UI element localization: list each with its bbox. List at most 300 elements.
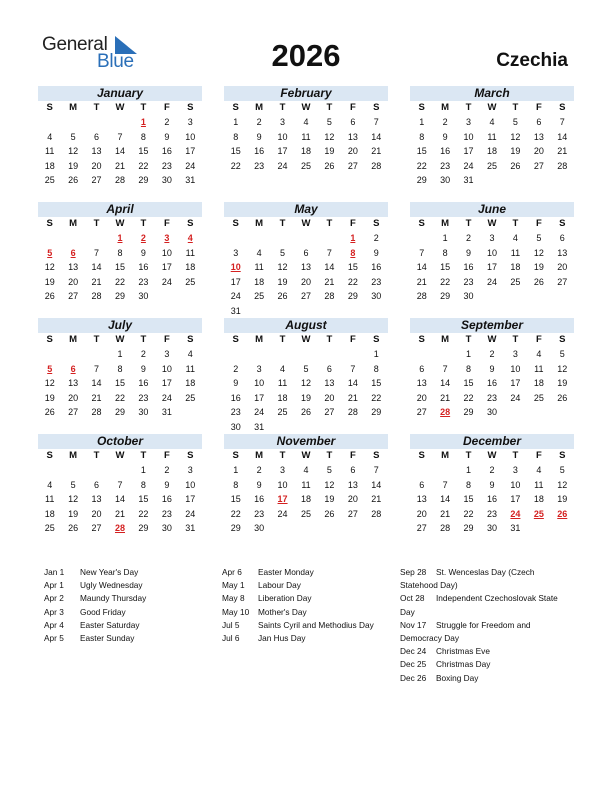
day-cell: 29 xyxy=(230,523,241,533)
day-blank xyxy=(271,231,294,246)
day-cell: 12 xyxy=(44,262,55,272)
day-cell: 31 xyxy=(254,421,265,432)
holiday-date: Dec 25 xyxy=(400,659,427,670)
day-blank xyxy=(85,231,108,246)
day-cell: 26 xyxy=(300,407,311,417)
holiday-entry xyxy=(400,645,570,658)
day-cell: 15 xyxy=(138,146,149,156)
day-cell: 18 xyxy=(185,378,196,388)
weekday-label: F xyxy=(163,450,170,461)
day-blank xyxy=(294,231,317,246)
day-cell: 18 xyxy=(533,494,544,504)
day-cell: 16 xyxy=(486,494,497,504)
day-cell: 8 xyxy=(233,131,239,142)
month-header: June xyxy=(410,202,574,217)
day-cell: 18 xyxy=(510,262,521,272)
day-cell: 14 xyxy=(371,479,382,490)
day-cell: 6 xyxy=(303,247,309,258)
month-header: October xyxy=(38,434,202,449)
day-cell: 20 xyxy=(324,392,335,403)
day-cell: 30 xyxy=(161,523,172,533)
day-blank xyxy=(38,231,61,246)
day-cell: 1 xyxy=(140,465,146,475)
month-header: November xyxy=(224,434,388,449)
holiday-name: Struggle for Freedom and Democracy Day xyxy=(400,619,531,644)
day-blank xyxy=(433,347,456,362)
holiday-date: Sep 28 xyxy=(400,567,427,577)
day-cell: 6 xyxy=(94,479,100,490)
day-cell: 20 xyxy=(91,508,102,519)
day-cell: 29 xyxy=(416,175,427,185)
holiday-name: Easter Monday xyxy=(258,567,314,577)
weekday-label: F xyxy=(535,334,542,345)
day-cell: 5 xyxy=(70,479,76,490)
day-cell: 10 xyxy=(254,378,265,388)
day-cell: 2 xyxy=(489,465,495,475)
weekday-label: T xyxy=(326,102,333,113)
day-cell: 17 xyxy=(463,146,474,156)
day-cell: 4 xyxy=(536,349,542,359)
weekday-label: W xyxy=(115,334,125,345)
month-march xyxy=(410,86,574,188)
day-cell: 6 xyxy=(350,117,356,127)
day-cell: 24 xyxy=(254,407,265,417)
day-cell: 8 xyxy=(140,131,146,142)
day-cell: 25 xyxy=(277,407,288,417)
day-cell: 22 xyxy=(347,276,358,287)
day-cell: 27 xyxy=(300,291,311,301)
day-cell: 22 xyxy=(114,276,125,287)
day-blank xyxy=(410,347,433,362)
day-cell: 14 xyxy=(347,378,358,388)
day-grid xyxy=(38,115,202,188)
day-cell: 9 xyxy=(164,479,170,490)
day-cell: 17 xyxy=(185,494,196,504)
day-cell: 17 xyxy=(254,392,265,403)
month-january xyxy=(38,86,202,188)
day-cell: 9 xyxy=(466,247,472,258)
holiday-name: New Year's Day xyxy=(80,567,139,577)
weekday-label: F xyxy=(349,218,356,229)
day-cell: 8 xyxy=(442,247,448,258)
day-cell: 20 xyxy=(557,262,568,272)
day-cell: 17 xyxy=(185,146,196,156)
day-cell: 6 xyxy=(326,363,332,374)
day-cell: 27 xyxy=(68,291,79,301)
day-cell: 24 xyxy=(486,276,497,287)
day-cell: 5 xyxy=(512,117,518,127)
day-blank xyxy=(224,231,247,246)
day-cell: 8 xyxy=(140,479,146,490)
holiday-entry xyxy=(44,606,214,619)
day-cell: 23 xyxy=(463,276,474,287)
weekday-label: S xyxy=(46,218,53,229)
day-cell: 8 xyxy=(117,247,123,258)
holiday-name: Liberation Day xyxy=(258,593,312,604)
day-cell: 27 xyxy=(416,523,427,533)
day-cell: 21 xyxy=(114,508,125,519)
day-cell: 9 xyxy=(373,247,379,258)
day-cell: 13 xyxy=(300,262,311,272)
weekday-label: S xyxy=(418,218,425,229)
day-blank xyxy=(85,115,108,130)
month-february xyxy=(224,86,388,173)
day-cell: 24 xyxy=(277,508,288,519)
day-cell: 13 xyxy=(91,494,102,504)
weekday-label: F xyxy=(349,102,356,113)
day-cell: 25 xyxy=(254,291,265,301)
day-cell: 20 xyxy=(347,494,358,504)
day-cell: 16 xyxy=(230,392,241,403)
day-cell: 2 xyxy=(256,465,262,475)
weekday-label: S xyxy=(559,450,566,461)
weekday-label: S xyxy=(559,218,566,229)
day-cell: 12 xyxy=(510,131,521,142)
weekday-label: F xyxy=(535,102,542,113)
day-cell: 21 xyxy=(324,276,335,287)
day-cell: 23 xyxy=(161,508,172,519)
day-cell: 18 xyxy=(44,160,55,171)
day-cell: 10 xyxy=(277,131,288,142)
country-name: Czechia xyxy=(496,50,568,71)
weekday-label: S xyxy=(46,450,53,461)
day-cell: 13 xyxy=(533,131,544,142)
day-cell: 27 xyxy=(324,407,335,417)
day-cell: 11 xyxy=(185,363,195,374)
day-cell: 24 xyxy=(161,276,172,287)
day-cell: 21 xyxy=(440,392,451,403)
day-cell: 3 xyxy=(187,117,193,127)
day-cell: 29 xyxy=(138,175,149,185)
day-blank xyxy=(38,463,61,478)
day-cell: 10 xyxy=(463,131,474,142)
month-header: July xyxy=(38,318,202,333)
day-cell: 21 xyxy=(557,146,568,156)
day-cell: 9 xyxy=(256,131,262,142)
weekday-label: F xyxy=(163,102,170,113)
weekday-label: M xyxy=(69,218,78,229)
day-cell: 14 xyxy=(324,262,335,272)
day-cell: 23 xyxy=(230,407,241,417)
day-cell: 3 xyxy=(466,117,472,127)
holiday-date: Jan 1 xyxy=(44,567,65,577)
weekday-label: M xyxy=(255,218,264,229)
day-cell: 4 xyxy=(187,349,193,359)
day-cell: 21 xyxy=(440,508,451,519)
day-cell: 23 xyxy=(138,276,149,287)
day-cell: 19 xyxy=(68,160,79,171)
day-blank xyxy=(85,463,108,478)
day-cell: 9 xyxy=(140,247,146,258)
weekday-header-row xyxy=(224,217,388,231)
day-cell: 10 xyxy=(486,247,497,258)
holiday-day-cell: 1 xyxy=(117,233,123,243)
day-cell: 6 xyxy=(536,117,542,127)
holiday-name: Mother's Day xyxy=(258,606,307,617)
day-cell: 27 xyxy=(91,175,102,185)
weekday-label: M xyxy=(69,450,78,461)
day-cell: 24 xyxy=(185,160,196,171)
day-cell: 31 xyxy=(510,523,521,533)
day-cell: 18 xyxy=(300,146,311,156)
day-cell: 13 xyxy=(347,479,358,490)
day-cell: 17 xyxy=(230,276,241,287)
day-cell: 28 xyxy=(114,175,125,185)
day-cell: 16 xyxy=(371,262,382,272)
holiday-column xyxy=(222,566,397,645)
holiday-date: Apr 1 xyxy=(44,580,64,591)
holiday-day-cell: 26 xyxy=(557,508,568,519)
day-cell: 13 xyxy=(68,378,79,388)
day-cell: 25 xyxy=(44,175,55,185)
day-cell: 29 xyxy=(463,407,474,417)
day-cell: 19 xyxy=(557,494,568,504)
day-cell: 22 xyxy=(230,160,241,171)
day-cell: 28 xyxy=(440,523,451,533)
day-cell: 1 xyxy=(419,117,425,127)
day-cell: 25 xyxy=(300,508,311,519)
weekday-header-row xyxy=(224,333,388,347)
month-september xyxy=(410,318,574,420)
weekday-label: T xyxy=(279,102,286,113)
weekday-label: S xyxy=(232,218,239,229)
day-cell: 5 xyxy=(326,117,332,127)
day-cell: 6 xyxy=(559,233,565,243)
day-blank xyxy=(271,347,294,362)
day-cell: 9 xyxy=(256,479,262,490)
day-cell: 22 xyxy=(463,508,474,519)
day-cell: 3 xyxy=(164,349,170,359)
day-cell: 4 xyxy=(280,363,286,374)
day-cell: 13 xyxy=(416,494,427,504)
day-cell: 20 xyxy=(91,160,102,171)
day-cell: 27 xyxy=(533,160,544,171)
holiday-day-cell: 28 xyxy=(440,407,451,417)
day-blank xyxy=(294,347,317,362)
day-cell: 17 xyxy=(161,378,172,388)
weekday-label: S xyxy=(187,102,194,113)
day-cell: 2 xyxy=(466,233,472,243)
day-cell: 28 xyxy=(371,160,382,171)
day-cell: 5 xyxy=(559,465,565,475)
weekday-header-row xyxy=(224,449,388,463)
day-cell: 19 xyxy=(324,494,335,504)
month-october xyxy=(38,434,202,536)
weekday-label: S xyxy=(373,102,380,113)
day-cell: 22 xyxy=(371,392,382,403)
day-cell: 14 xyxy=(440,378,451,388)
day-cell: 20 xyxy=(416,392,427,403)
holiday-entry xyxy=(222,632,397,645)
holiday-day-cell: 8 xyxy=(350,247,356,258)
day-cell: 30 xyxy=(486,407,497,417)
holiday-date: Dec 26 xyxy=(400,672,427,683)
day-cell: 28 xyxy=(371,508,382,519)
day-cell: 9 xyxy=(442,131,448,142)
day-cell: 27 xyxy=(416,407,427,417)
weekday-label: W xyxy=(301,218,311,229)
day-cell: 9 xyxy=(164,131,170,142)
day-cell: 22 xyxy=(138,160,149,171)
day-cell: 3 xyxy=(187,465,193,475)
holiday-day-cell: 4 xyxy=(187,233,193,243)
weekday-label: M xyxy=(441,218,450,229)
day-cell: 21 xyxy=(371,494,382,504)
day-cell: 19 xyxy=(324,146,335,156)
holiday-entry xyxy=(44,592,214,605)
weekday-label: S xyxy=(46,102,53,113)
weekday-label: S xyxy=(418,102,425,113)
weekday-label: W xyxy=(115,102,125,113)
day-cell: 16 xyxy=(254,494,265,504)
day-cell: 13 xyxy=(416,378,427,388)
day-cell: 12 xyxy=(44,378,55,388)
day-cell: 21 xyxy=(371,146,382,156)
weekday-label: T xyxy=(326,334,333,345)
day-cell: 28 xyxy=(416,291,427,301)
day-cell: 12 xyxy=(533,247,544,258)
weekday-label: S xyxy=(187,334,194,345)
holiday-name: Jan Hus Day xyxy=(258,633,306,644)
weekday-label: T xyxy=(279,450,286,461)
day-grid xyxy=(38,347,202,420)
weekday-label: S xyxy=(373,450,380,461)
weekday-header-row xyxy=(38,217,202,231)
weekday-label: F xyxy=(349,450,356,461)
holiday-day-cell: 1 xyxy=(140,117,146,127)
weekday-label: S xyxy=(373,218,380,229)
day-cell: 30 xyxy=(371,291,382,301)
day-cell: 29 xyxy=(114,291,125,301)
holiday-day-cell: 24 xyxy=(510,508,521,519)
day-cell: 1 xyxy=(466,349,472,359)
brand-name-general: General xyxy=(42,34,108,55)
weekday-label: W xyxy=(301,102,311,113)
month-header: February xyxy=(224,86,388,101)
weekday-header-row xyxy=(410,449,574,463)
holiday-entry xyxy=(400,672,570,685)
day-cell: 24 xyxy=(161,392,172,403)
weekday-label: M xyxy=(441,102,450,113)
day-cell: 29 xyxy=(371,407,382,417)
day-cell: 5 xyxy=(303,363,309,374)
day-cell: 23 xyxy=(254,160,265,171)
day-cell: 15 xyxy=(230,494,241,504)
day-cell: 31 xyxy=(185,175,196,185)
day-cell: 22 xyxy=(440,276,451,287)
holiday-day-cell: 2 xyxy=(140,233,146,243)
day-cell: 13 xyxy=(347,131,358,142)
holiday-date: Apr 2 xyxy=(44,593,64,604)
day-cell: 17 xyxy=(486,262,497,272)
day-cell: 5 xyxy=(559,349,565,359)
day-cell: 23 xyxy=(486,392,497,403)
day-cell: 26 xyxy=(68,175,79,185)
holiday-name: Ugly Wednesday xyxy=(80,580,143,591)
day-cell: 23 xyxy=(161,160,172,171)
day-cell: 30 xyxy=(440,175,451,185)
day-cell: 24 xyxy=(463,160,474,171)
day-cell: 7 xyxy=(117,131,123,142)
holiday-entry xyxy=(222,566,397,579)
day-grid xyxy=(224,463,388,536)
day-blank xyxy=(61,463,84,478)
weekday-header-row xyxy=(38,101,202,115)
weekday-label: T xyxy=(465,450,472,461)
day-cell: 29 xyxy=(138,523,149,533)
day-cell: 15 xyxy=(114,378,125,388)
day-cell: 22 xyxy=(416,160,427,171)
weekday-label: S xyxy=(373,334,380,345)
day-cell: 8 xyxy=(419,131,425,142)
day-cell: 14 xyxy=(114,146,125,156)
day-cell: 28 xyxy=(347,407,358,417)
holiday-date: May 10 xyxy=(222,606,250,617)
day-cell: 25 xyxy=(185,392,196,403)
day-cell: 19 xyxy=(533,262,544,272)
holiday-date: Jul 6 xyxy=(222,633,240,644)
weekday-header-row xyxy=(410,217,574,231)
day-cell: 14 xyxy=(416,262,427,272)
weekday-header-row xyxy=(410,333,574,347)
day-cell: 10 xyxy=(510,363,521,374)
day-cell: 15 xyxy=(114,262,125,272)
day-cell: 24 xyxy=(277,160,288,171)
day-cell: 26 xyxy=(557,392,568,403)
day-cell: 24 xyxy=(185,508,196,519)
holiday-day-cell: 25 xyxy=(533,508,544,519)
day-cell: 9 xyxy=(140,363,146,374)
month-header: January xyxy=(38,86,202,101)
day-blank xyxy=(410,231,433,246)
day-cell: 28 xyxy=(91,291,102,301)
day-cell: 18 xyxy=(277,392,288,403)
day-cell: 28 xyxy=(324,291,335,301)
day-cell: 15 xyxy=(416,146,427,156)
weekday-label: M xyxy=(69,102,78,113)
day-cell: 20 xyxy=(533,146,544,156)
day-cell: 12 xyxy=(68,494,79,504)
weekday-label: W xyxy=(487,218,497,229)
day-cell: 2 xyxy=(140,349,146,359)
day-cell: 21 xyxy=(91,276,102,287)
holiday-entry xyxy=(222,606,397,619)
day-cell: 12 xyxy=(557,363,568,374)
day-cell: 1 xyxy=(373,349,379,359)
day-cell: 1 xyxy=(233,117,239,127)
day-cell: 12 xyxy=(324,131,335,142)
holiday-name: Boxing Day xyxy=(436,672,479,683)
weekday-label: M xyxy=(255,450,264,461)
day-cell: 27 xyxy=(68,407,79,417)
day-cell: 26 xyxy=(324,160,335,171)
day-cell: 26 xyxy=(324,508,335,519)
day-cell: 8 xyxy=(233,479,239,490)
day-cell: 8 xyxy=(373,363,379,374)
day-cell: 2 xyxy=(233,363,239,374)
day-cell: 18 xyxy=(254,276,265,287)
day-cell: 19 xyxy=(300,392,311,403)
holiday-day-cell: 17 xyxy=(277,494,288,504)
day-cell: 19 xyxy=(68,508,79,519)
day-cell: 3 xyxy=(280,117,286,127)
weekday-label: T xyxy=(140,450,147,461)
month-header: March xyxy=(410,86,574,101)
day-cell: 20 xyxy=(300,276,311,287)
holiday-day-cell: 6 xyxy=(70,363,76,374)
day-cell: 7 xyxy=(419,247,425,258)
day-cell: 5 xyxy=(280,247,286,258)
